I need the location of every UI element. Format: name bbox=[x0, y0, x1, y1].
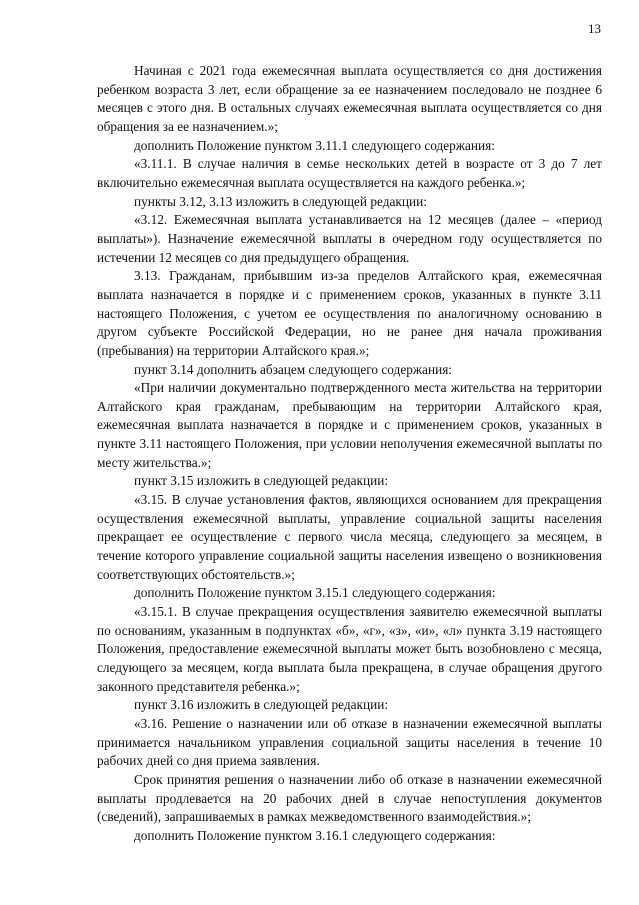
paragraph: «При наличии документально подтвержденного места жительства на территории Алтайского края гражданам, пребывающим на территории Алтайского края, ежемесячная выплата назначается в порядке и с применением сроков, указанных в пункте 3.11 настоящего Положения, при условии неполучения ежемесячной выплаты по месту жительства.»; bbox=[97, 380, 602, 470]
paragraph: пункт 3.16 изложить в следующей редакции: bbox=[134, 697, 389, 713]
paragraph: Начиная с 2021 года ежемесячная выплата осуществляется со дня достижения ребенком возраста 3 лет, если обращение за ее назначением последовало не позднее 6 месяцев с этого дня. В остальных случаях ежемесячная выплата осуществляется со дня обращения за ее назначением.»; bbox=[97, 63, 602, 134]
paragraph: «3.16. Решение о назначении или об отказе в назначении ежемесячной выплаты принимается начальником управления социальной защиты населения в течение 10 рабочих дней со дня приема заявления. bbox=[97, 715, 602, 769]
paragraph: дополнить Положение пунктом 3.11.1 следующего содержания: bbox=[134, 137, 495, 153]
paragraph: пункт 3.15 изложить в следующей редакции: bbox=[134, 473, 389, 489]
paragraph: дополнить Положение пунктом 3.15.1 следующего содержания: bbox=[134, 585, 496, 601]
page-number: 13 bbox=[588, 21, 601, 36]
document-body bbox=[97, 62, 602, 846]
paragraph: «3.11.1. В случае наличия в семье нескольких детей в возрасте от 3 до 7 лет включительно ежемесячная выплата осуществляется на каждого ребенка.»; bbox=[97, 156, 602, 190]
paragraph: «3.15.1. В случае прекращения осуществления заявителю ежемесячной выплаты по основаниям, указанным в подпунктах «б», «г», «з», «и», «л» пункта 3.19 настоящего Положения, предоставление ежемесячной выплаты может быть возобновлено с месяца, следующего за месяцем, когда выплата была прекращена, в случае обращения другого законного представителя ребенка.»; bbox=[97, 604, 602, 694]
paragraph: пункты 3.12, 3.13 изложить в следующей редакции: bbox=[134, 193, 427, 209]
paragraph: дополнить Положение пунктом 3.16.1 следующего содержания: bbox=[134, 827, 496, 843]
paragraph: «3.15. В случае установления фактов, являющихся основанием для прекращения осуществления ежемесячной выплаты, управление социальной защиты населения прекращает ее осуществление с первого числа месяца, следующего за месяцем, в течение которого управление социальной защиты населения извещено о возникновения соответствующих обстоятельств.»; bbox=[97, 492, 602, 582]
paragraph: 3.13. Гражданам, прибывшим из-за пределов Алтайского края, ежемесячная выплата назначается в порядке и с применением сроков, указанных в пункте 3.11 настоящего Положения, с учетом ее осуществления по аналогичному основанию в другом субъекте Российской Федерации, но не ранее дня начала проживания (пребывания) на территории Алтайского края.»; bbox=[97, 268, 602, 358]
paragraph: «3.12. Ежемесячная выплата устанавливается на 12 месяцев (далее – «период выплаты»). Назначение ежемесячной выплаты в очередном году осуществляется по истечении 12 месяцев со дня предыдущего обращения. bbox=[97, 212, 602, 265]
paragraph: пункт 3.14 дополнить абзацем следующего содержания: bbox=[134, 361, 453, 377]
paragraph: Срок принятия решения о назначении либо об отказе в назначении ежемесячной выплаты продлевается на 20 рабочих дней в случае непоступления документов (сведений), запрашиваемых в рамках межведомственного взаимодействия.»; bbox=[97, 771, 602, 825]
